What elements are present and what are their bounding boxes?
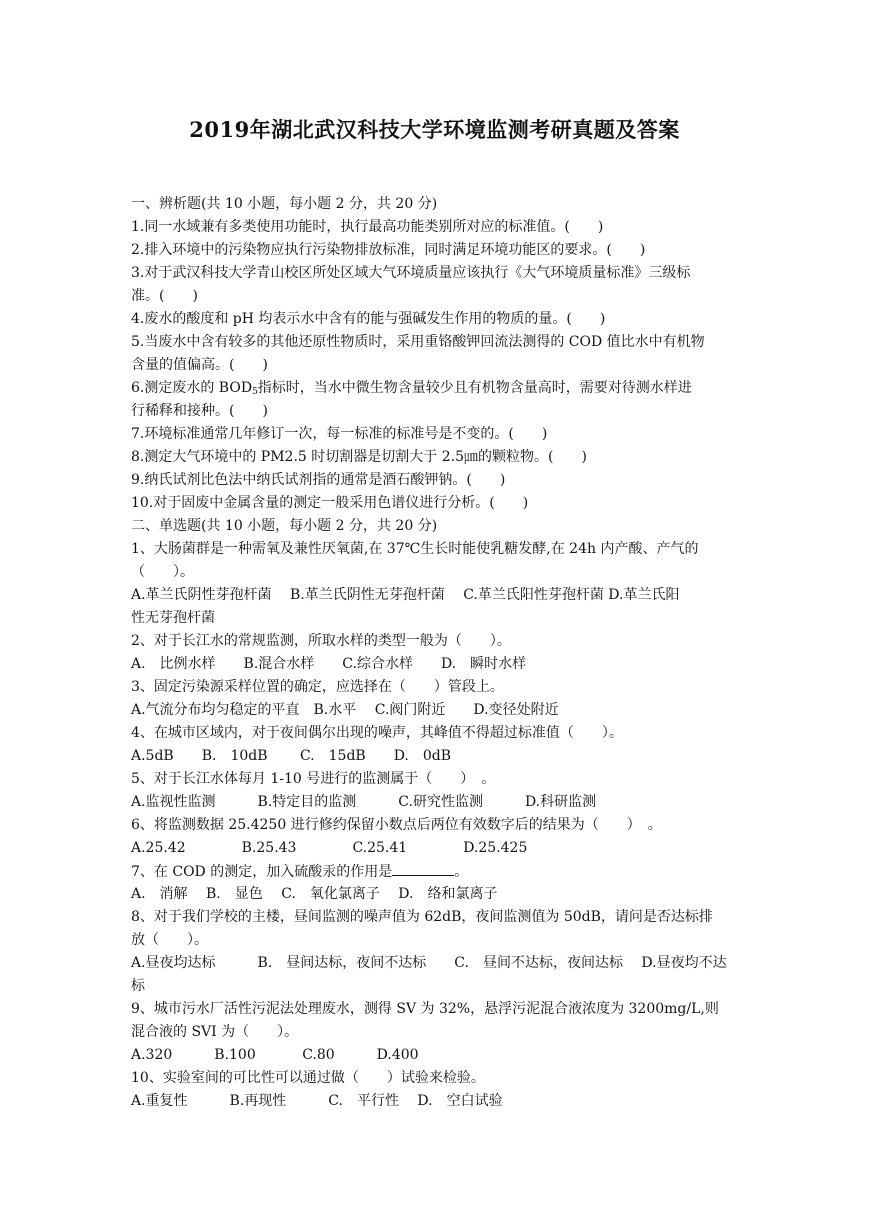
question-2-8-options-line2: 标 <box>131 978 145 994</box>
question-1-1: 1.同一水域兼有多类使用功能时，执行最高功能类别所对应的标准值。( ) <box>131 219 604 235</box>
question-2-9-options: A.320 B.100 C.80 D.400 <box>131 1047 419 1063</box>
question-1-10: 10.对于固废中金属含量的测定一般采用色谱仪进行分析。( ) <box>131 495 529 511</box>
question-2-7-options: A. 消解 B. 显色 C. 氧化氯离子 D. 络和氯离子 <box>131 886 498 902</box>
section-heading-single-choice: 二、单选题(共 10 小题，每小题 2 分，共 20 分) <box>131 518 438 534</box>
question-2-1-line1: 1、大肠菌群是一种需氧及兼性厌氧菌,在 37℃生长时能使乳糖发酵,在 24h 内产酸、产气的 <box>131 541 699 557</box>
question-1-3-line1: 3.对于武汉科技大学青山校区所处区域大气环境质量应该执行《大气环境质量标准》三级标 <box>131 265 691 281</box>
question-2-1-options-line1: A.革兰氏阴性芽孢杆菌 B.革兰氏阴性无芽孢杆菌 C.革兰氏阳性芽孢杆菌 D.革兰氏阳 <box>131 587 680 603</box>
question-2-6: 6、将监测数据 25.4250 进行修约保留小数点后两位有效数字后的结果为（ ） 。 <box>131 817 662 833</box>
question-1-6-line1 <box>131 377 743 400</box>
question-1-8: 8.测定大气环境中的 PM2.5 时切割器是切割大于 2.5㎛的颗粒物。( ) <box>131 449 587 465</box>
question-2-8-options-line1: A.昼夜均达标 B. 昼间达标，夜间不达标 C. 昼间不达标，夜间达标 D.昼夜均不达 <box>131 955 727 971</box>
question-2-4-options: A.5dB B. 10dB C. 15dB D. 0dB <box>131 748 452 764</box>
question-1-2: 2.排入环境中的污染物应执行污染物排放标准，同时满足环境功能区的要求。( ) <box>131 242 646 258</box>
question-2-1-options-line2: 性无芽孢杆菌 <box>131 610 215 626</box>
question-1-3-line2: 准。( ) <box>131 288 198 304</box>
question-2-10: 10、实验室间的可比性可以通过做（ ）试验来检验。 <box>131 1070 485 1086</box>
question-2-4: 4、在城市区域内，对于夜间偶尔出现的噪声，其峰值不得超过标准值（ ）。 <box>131 725 623 741</box>
page-title: 2019年湖北武汉科技大学环境监测考研真题及答案 <box>189 117 680 142</box>
question-2-5: 5、对于长江水体每月 1-10 号进行的监测属于（ ） 。 <box>131 771 496 787</box>
question-2-5-options: A.监视性监测 B.特定目的监测 C.研究性监测 D.科研监测 <box>131 794 597 810</box>
q7-text-pre: 7、在 COD 的测定，加入硫酸汞的作用是 <box>131 864 393 880</box>
question-1-7: 7.环境标准通常几年修订一次，每一标准的标准号是不变的。( ) <box>131 426 548 442</box>
question-2-3-options: A.气流分布均匀稳定的平直 B.水平 C.阀门附近 D.变径处附近 <box>131 702 559 718</box>
question-2-7 <box>131 860 743 883</box>
question-2-1-line2: （ ）。 <box>131 564 194 580</box>
q6-subscript: 5 <box>252 387 258 397</box>
question-2-9-line1: 9、城市污水厂活性污泥法处理废水，测得 SV 为 32%，悬浮污泥混合液浓度为 3200mg/L,则 <box>131 1001 719 1017</box>
section-heading-discrimination: 一、辨析题(共 10 小题，每小题 2 分，共 20 分) <box>131 196 438 212</box>
question-1-6-line2: 行稀释和接种。( ) <box>131 403 268 419</box>
question-1-5-line1: 5.当废水中含有较多的其他还原性物质时，采用重铬酸钾回流法测得的 COD 值比水中有机物 <box>131 334 705 350</box>
question-2-8-line2: 放（ ）。 <box>131 932 208 948</box>
q6-text-pre: 6.测定废水的 BOD <box>131 380 253 396</box>
question-1-4: 4.废水的酸度和 pH 均表示水中含有的能与强碱发生作用的物质的量。( ) <box>131 311 606 327</box>
exam-body <box>131 193 743 1113</box>
answer-blank <box>392 860 454 876</box>
q7-text-post: 。 <box>454 864 469 880</box>
question-2-6-options: A.25.42 B.25.43 C.25.41 D.25.425 <box>131 840 528 856</box>
question-2-2-options: A. 比例水样 B.混合水样 C.综合水样 D. 瞬时水样 <box>131 656 527 672</box>
question-2-8-line1: 8、对于我们学校的主楼，昼间监测的噪声值为 62dB，夜间监测值为 50dB，请问是否达标排 <box>131 909 713 925</box>
question-1-5-line2: 含量的值偏高。( ) <box>131 357 268 373</box>
q6-text-post: 指标时，当水中微生物含量较少且有机物含量高时，需要对待测水样进 <box>257 380 692 396</box>
question-2-3: 3、固定污染源采样位置的确定，应选择在（ ）管段上。 <box>131 679 504 695</box>
question-1-9: 9.纳氏试剂比色法中纳氏试剂指的通常是酒石酸钾钠。( ) <box>131 472 506 488</box>
question-2-2: 2、对于长江水的常规监测，所取水样的类型一般为（ ）。 <box>131 633 511 649</box>
question-2-10-options: A.重复性 B.再现性 C. 平行性 D. 空白试验 <box>131 1093 503 1109</box>
question-2-9-line2: 混合液的 SVI 为（ ）。 <box>131 1024 299 1040</box>
